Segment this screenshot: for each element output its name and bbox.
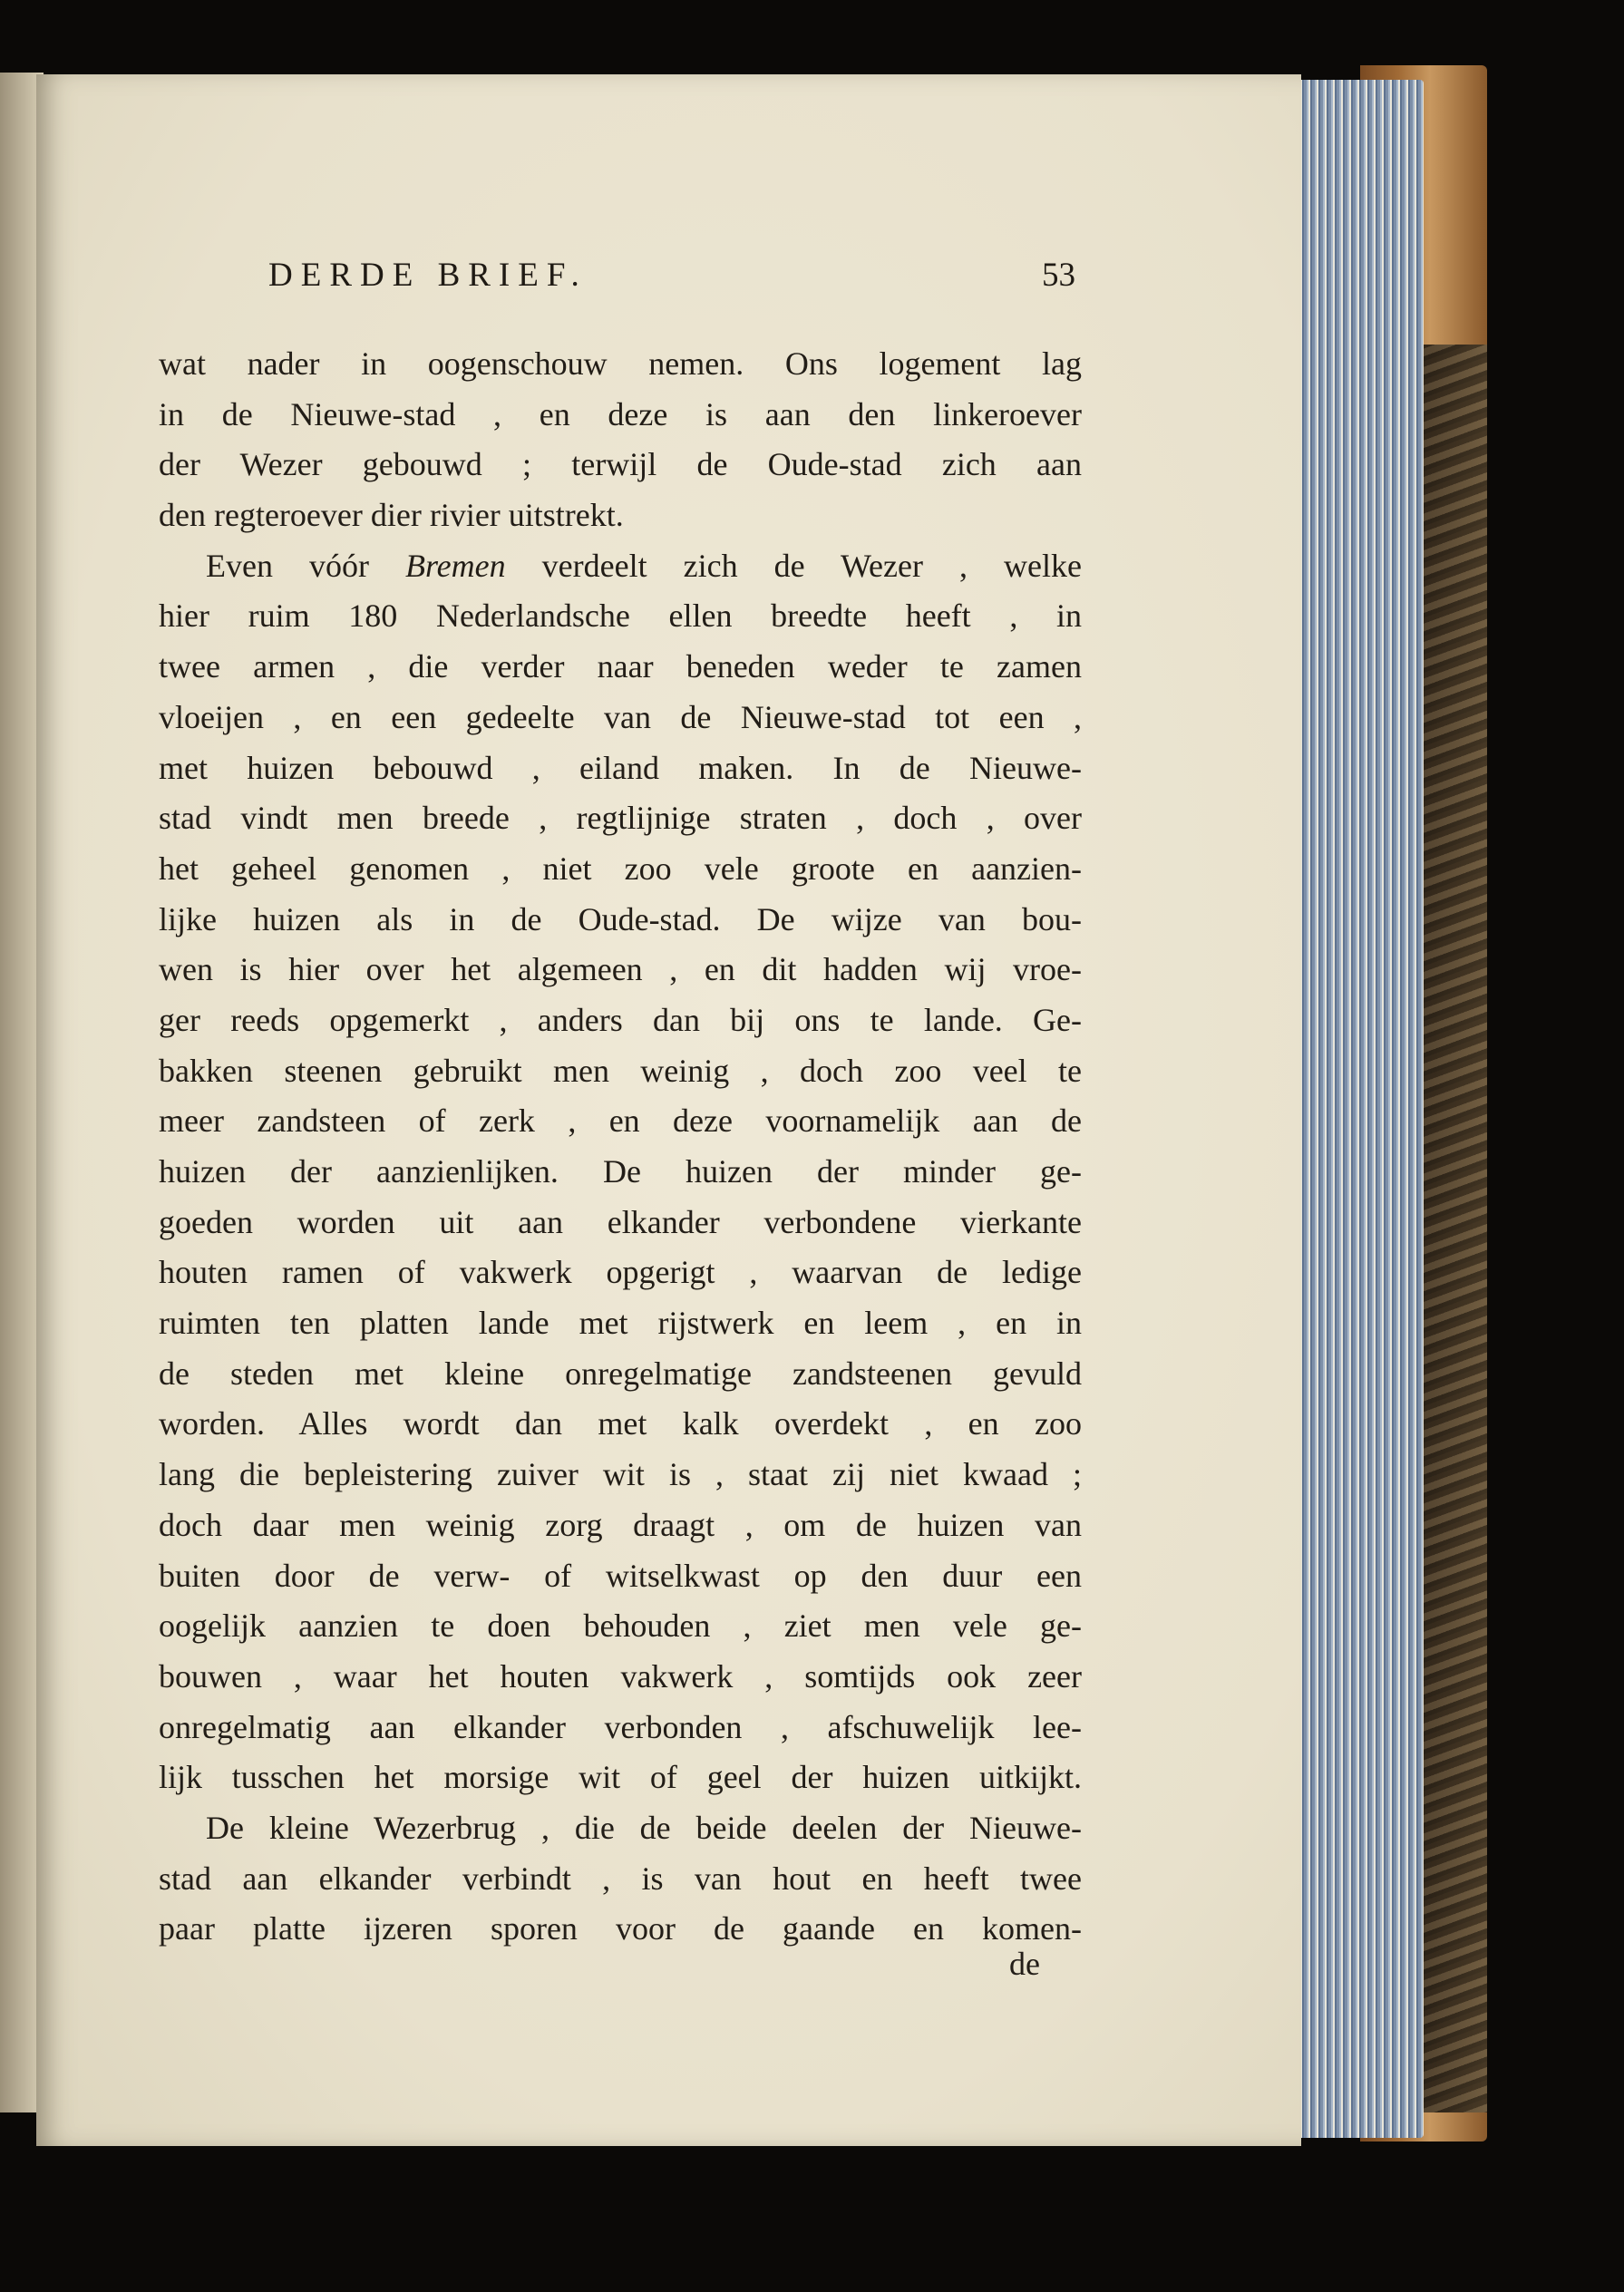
italic-word: Bremen [405, 547, 506, 584]
text-line: bakken steenen gebruikt men weinig , doch zoo veel te [159, 1052, 1082, 1089]
text-line: doch daar men weinig zorg draagt , om de huizen van [159, 1506, 1082, 1543]
text-line: wen is hier over het algemeen , en dit hadden wij vroe- [159, 951, 1082, 988]
text-line: bouwen , waar het houten vakwerk , somtijds ook zeer [159, 1657, 1082, 1695]
text-line: der Wezer gebouwd ; terwijl de Oude-stad zich aan [159, 446, 1082, 483]
text-line: de steden met kleine onregelmatige zandsteenen gevuld [159, 1355, 1082, 1392]
page-header [268, 256, 1075, 301]
catchword: de [1009, 1946, 1040, 1982]
text-line: het geheel genomen , niet zoo vele groote en aanzien- [159, 850, 1082, 887]
text-line: den regteroever dier rivier uitstrekt. [159, 497, 624, 534]
text-line: stad aan elkander verbindt , is van hout en heeft twee [159, 1860, 1082, 1897]
text-line: buiten door de verw- of witselkwast op den duur een [159, 1557, 1082, 1594]
text-line: twee armen , die verder naar beneden weder te zamen [159, 648, 1082, 685]
text-line: stad vindt men breede , regtlijnige straten , doch , over [159, 800, 1082, 837]
text-line: houten ramen of vakwerk opgerigt , waarvan de ledige [159, 1254, 1082, 1291]
page-edges [1288, 80, 1424, 2138]
text-line: meer zandsteen of zerk , en deze voornamelijk aan de [159, 1102, 1082, 1140]
text-line: onregelmatig aan elkander verbonden , afschuwelijk lee- [159, 1708, 1082, 1745]
text-line: goeden worden uit aan elkander verbondene vierkante [159, 1203, 1082, 1240]
body-text [159, 339, 1082, 1955]
text-fragment: Even vóór [206, 547, 406, 584]
text-line: ruimten ten platten lande met rijstwerk en leem , en in [159, 1305, 1082, 1342]
running-title: DERDE BRIEF. [268, 257, 588, 294]
text-line: paar platte ijzeren sporen voor de gaande en komen- [159, 1910, 1082, 1947]
text-fragment: verdeelt zich de Wezer , welke [505, 547, 1082, 584]
text-line [159, 541, 1082, 592]
page-number: 53 [1042, 257, 1075, 294]
text-line: vloeijen , en een gedeelte van de Nieuwe-stad tot een , [159, 698, 1082, 735]
text-line: wat nader in oogenschouw nemen. Ons logement lag [159, 345, 1082, 382]
text-line: worden. Alles wordt dan met kalk overdekt , en zoo [159, 1405, 1082, 1442]
text-line: oogelijk aanzien te doen behouden , ziet men vele ge- [159, 1607, 1082, 1645]
text-line: huizen der aanzienlijken. De huizen der minder ge- [159, 1153, 1082, 1190]
marbled-board [1419, 345, 1487, 2112]
text-line: lijk tusschen het morsige wit of geel der huizen uitkijkt. [159, 1759, 1082, 1796]
text-line: hier ruim 180 Nederlandsche ellen breedte heeft , in [159, 597, 1082, 635]
text-line: lijke huizen als in de Oude-stad. De wijze van bou- [159, 900, 1082, 937]
text-line: in de Nieuwe-stad , en deze is aan den linkeroever [159, 395, 1082, 432]
text-line: lang die bepleistering zuiver wit is , staat zij niet kwaad ; [159, 1456, 1082, 1493]
text-line: De kleine Wezerbrug , die de beide deelen der Nieuwe- [206, 1809, 1082, 1846]
text-line: met huizen bebouwd , eiland maken. In de Nieuwe- [159, 749, 1082, 786]
text-line: ger reeds opgemerkt , anders dan bij ons te lande. Ge- [159, 1001, 1082, 1038]
